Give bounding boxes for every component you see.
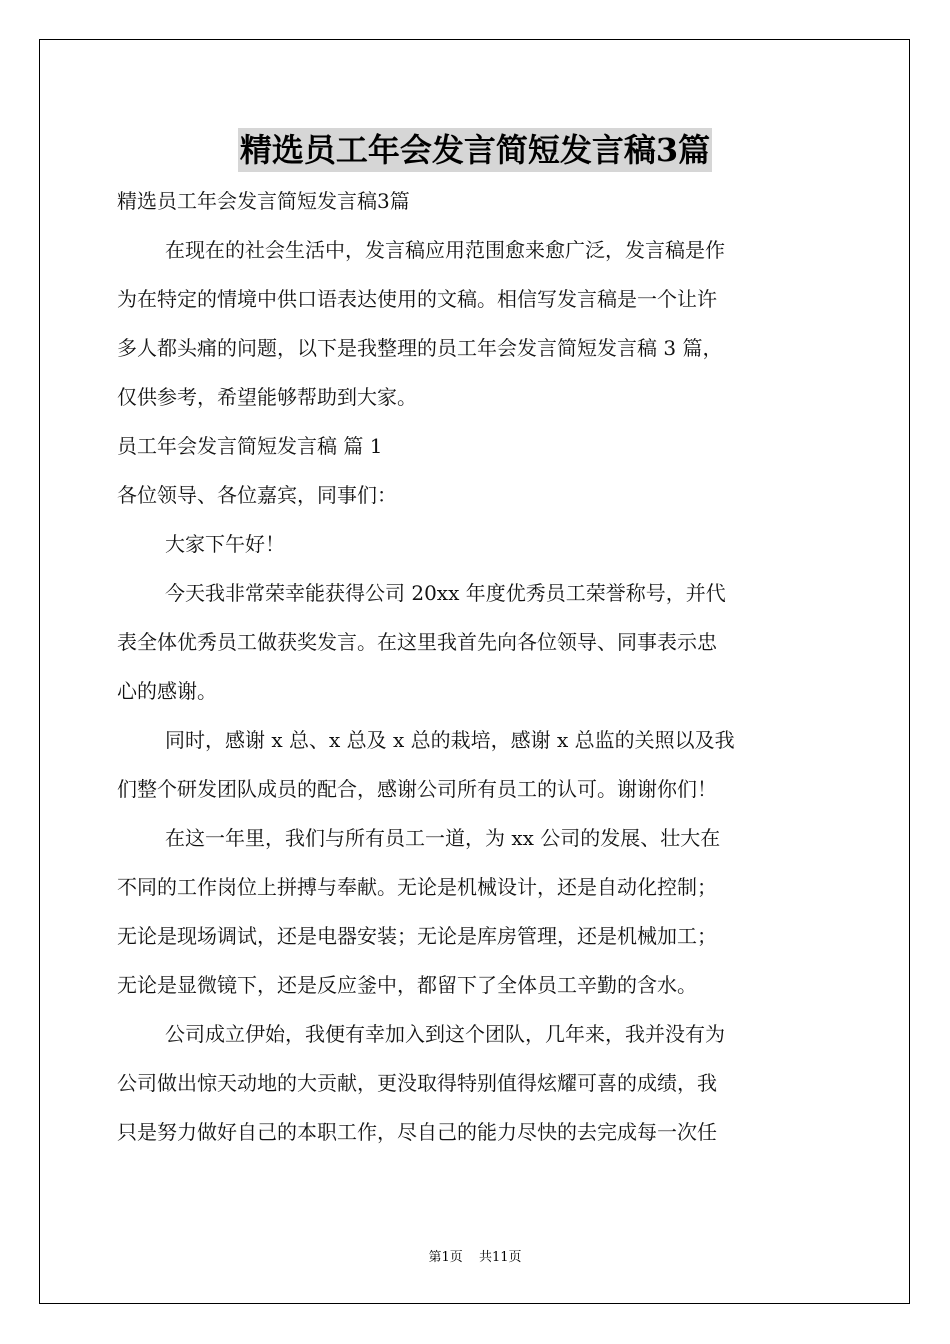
paragraph-line: 无论是显微镜下，还是反应釜中，都留下了全体员工辛勤的含水。 xyxy=(117,973,697,997)
paragraph-line: 只是努力做好自己的本职工作，尽自己的能力尽快的去完成每一次任 xyxy=(117,1120,717,1144)
subtitle-line: 精选员工年会发言简短发言稿3篇 xyxy=(117,189,410,213)
page-total: 共11页 xyxy=(478,1250,522,1265)
document-title: 精选员工年会发言简短发言稿3篇 xyxy=(238,128,712,172)
paragraph-line: 同时，感谢 x 总、x 总及 x 总的栽培，感谢 x 总监的关照以及我 xyxy=(165,728,735,752)
title-container xyxy=(0,128,950,172)
page-number: 第1页 xyxy=(428,1250,463,1265)
paragraph-line: 表全体优秀员工做获奖发言。在这里我首先向各位领导、同事表示忠 xyxy=(117,630,717,654)
paragraph-line: 不同的工作岗位上拼搏与奉献。无论是机械设计，还是自动化控制； xyxy=(117,875,717,899)
paragraph-line: 公司成立伊始，我便有幸加入到这个团队，几年来，我并没有为 xyxy=(165,1022,725,1046)
paragraph-line: 在现在的社会生活中，发言稿应用范围愈来愈广泛，发言稿是作 xyxy=(165,238,725,262)
paragraph-line: 今天我非常荣幸能获得公司 20xx 年度优秀员工荣誉称号，并代 xyxy=(165,581,726,605)
paragraph-line: 公司做出惊天动地的大贡献，更没取得特别值得炫耀可喜的成绩，我 xyxy=(117,1071,717,1095)
paragraph-line: 在这一年里，我们与所有员工一道，为 xx 公司的发展、壮大在 xyxy=(165,826,721,850)
section-heading: 员工年会发言简短发言稿 篇 1 xyxy=(117,434,383,458)
salutation-line: 各位领导、各位嘉宾，同事们： xyxy=(117,483,397,507)
greeting-line: 大家下午好！ xyxy=(165,532,285,556)
page-footer xyxy=(0,1246,950,1265)
paragraph-line: 无论是现场调试，还是电器安装；无论是库房管理，还是机械加工； xyxy=(117,924,717,948)
document-body xyxy=(117,177,835,1157)
paragraph-line: 们整个研发团队成员的配合，感谢公司所有员工的认可。谢谢你们！ xyxy=(117,777,717,801)
paragraph-line: 仅供参考，希望能够帮助到大家。 xyxy=(117,385,417,409)
paragraph-line: 心的感谢。 xyxy=(117,679,217,703)
paragraph-line: 为在特定的情境中供口语表达使用的文稿。相信写发言稿是一个让许 xyxy=(117,287,717,311)
paragraph-line: 多人都头痛的问题，以下是我整理的员工年会发言简短发言稿 3 篇， xyxy=(117,336,723,360)
